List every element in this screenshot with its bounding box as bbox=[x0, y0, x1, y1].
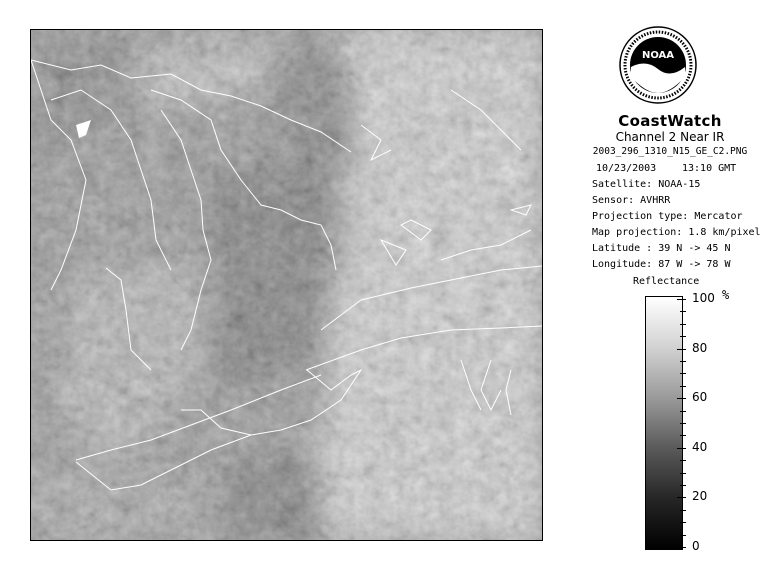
map-projection-label: Map projection: 1.8 km/pixel bbox=[592, 227, 761, 238]
colorbar-minor-tick bbox=[677, 299, 686, 300]
colorbar-minor-tick bbox=[680, 535, 686, 536]
latitude-label: Latitude : 39 N -> 45 N bbox=[592, 243, 731, 254]
colorbar-tick-label: 20 bbox=[692, 489, 708, 503]
satellite-image bbox=[31, 30, 542, 540]
colorbar-minor-tick bbox=[680, 435, 686, 436]
colorbar-tick-label: 60 bbox=[692, 390, 708, 404]
colorbar-minor-tick bbox=[680, 460, 686, 461]
colorbar-tick-label: 0 bbox=[692, 539, 700, 553]
colorbar-tick-label: 100 bbox=[692, 291, 715, 305]
colorbar-minor-tick bbox=[680, 311, 686, 312]
logo-text: NOAA bbox=[641, 50, 675, 61]
colorbar-minor-tick bbox=[677, 547, 686, 548]
colorbar-minor-tick bbox=[680, 522, 686, 523]
satellite-label: Satellite: NOAA-15 bbox=[592, 179, 701, 190]
product-title: CoastWatch bbox=[618, 112, 722, 130]
satellite-image-panel bbox=[30, 29, 543, 541]
colorbar-minor-tick bbox=[680, 324, 686, 325]
colorbar-minor-tick bbox=[677, 349, 686, 350]
projection-type-label: Projection type: Mercator bbox=[592, 211, 743, 222]
legend-unit: % bbox=[722, 288, 730, 302]
colorbar-tick-label: 40 bbox=[692, 440, 708, 454]
longitude-label: Longitude: 87 W -> 78 W bbox=[592, 259, 731, 270]
noaa-logo bbox=[618, 25, 698, 105]
colorbar-tick-label: 80 bbox=[692, 341, 708, 355]
colorbar-minor-tick bbox=[677, 398, 686, 399]
sensor-label: Sensor: AVHRR bbox=[592, 195, 671, 206]
acquisition-date: 10/23/2003 bbox=[596, 163, 657, 174]
colorbar-minor-tick bbox=[680, 411, 686, 412]
legend-label: Reflectance bbox=[633, 276, 700, 287]
colorbar-minor-tick bbox=[680, 361, 686, 362]
colorbar-minor-tick bbox=[680, 473, 686, 474]
colorbar-minor-tick bbox=[677, 448, 686, 449]
colorbar-minor-tick bbox=[677, 497, 686, 498]
colorbar-minor-tick bbox=[680, 423, 686, 424]
image-filename: 2003_296_1310_N15_GE_C2.PNG bbox=[592, 146, 748, 157]
colorbar-minor-tick bbox=[680, 386, 686, 387]
colorbar-minor-tick bbox=[680, 373, 686, 374]
acquisition-time: 13:10 GMT bbox=[682, 163, 737, 174]
colorbar-minor-tick bbox=[680, 485, 686, 486]
colorbar-minor-tick bbox=[680, 336, 686, 337]
channel-label: Channel 2 Near IR bbox=[615, 130, 725, 144]
colorbar-minor-tick bbox=[680, 510, 686, 511]
reflectance-colorbar bbox=[645, 296, 683, 550]
